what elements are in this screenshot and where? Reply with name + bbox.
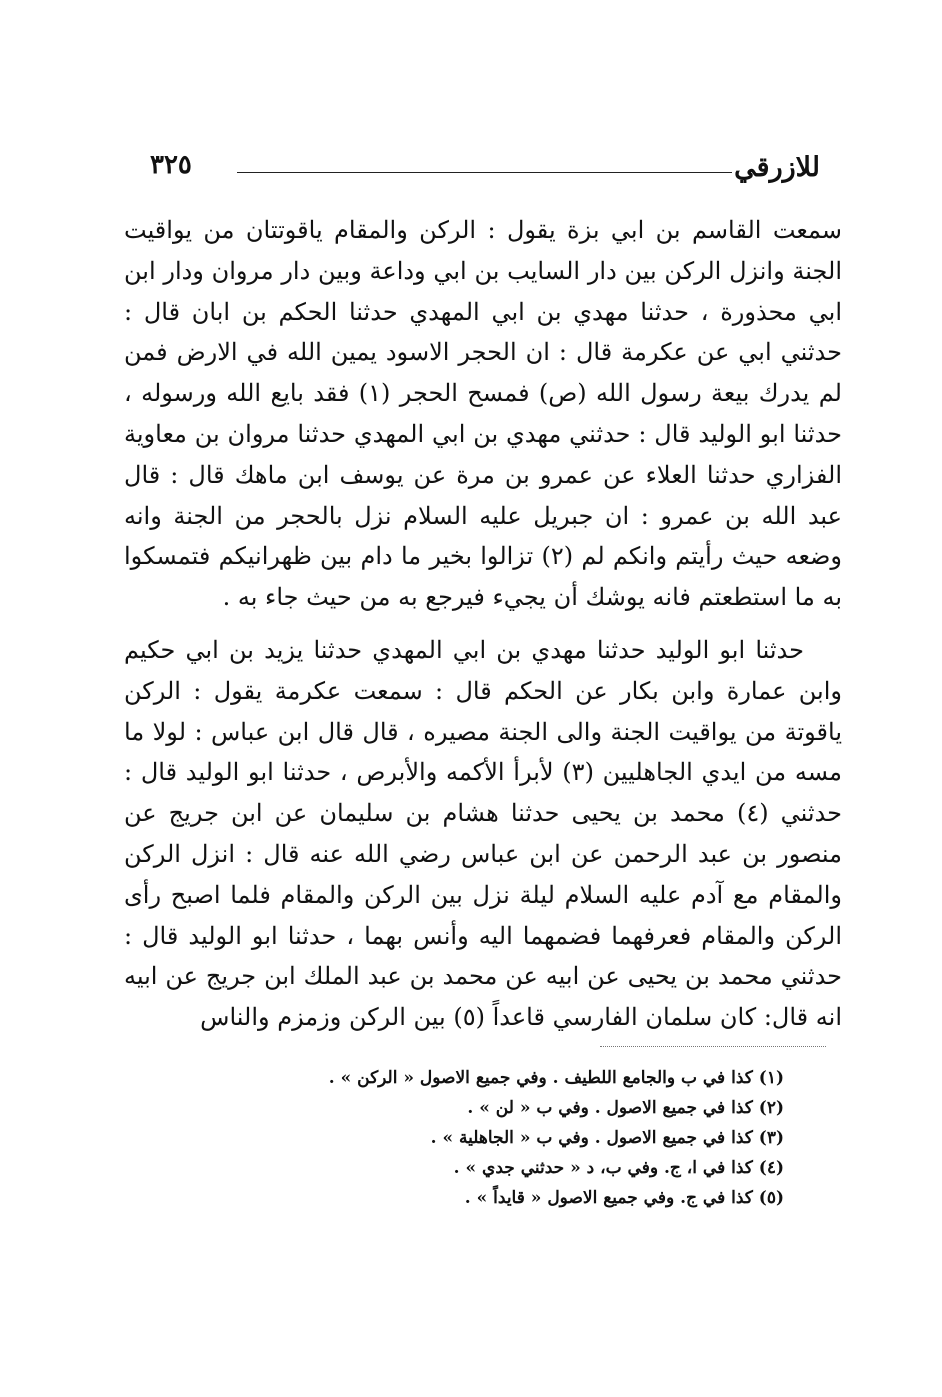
footnote-1: (١) كذا في ب والجامع اللطيف . وفي جميع الاصول « الركن » .: [328, 1068, 784, 1088]
footnote-separator: [600, 1046, 826, 1047]
page-header: [150, 150, 820, 190]
footnote-4: (٤) كذا في ا، ج. وفي ب، د « حدثني جدي » .: [453, 1158, 784, 1178]
paragraph-1: سمعت القاسم بن ابي بزة يقول : الركن والمقام ياقوتتان من يواقيت الجنة وانزل الركن بين دار السايب بن ابي وداعة وبين دار مروان ودار ابن ابي محذورة ، حدثنا مهدي بن ابي المهدي حدثنا الحكم بن ابان قال : حدثني ابي عن عكرمة قال : ان الحجر الاسود يمين الله في الارض فمن لم يدرك بيعة رسول الله (ص) فمسح الحجر (١) فقد بايع الله ورسوله ، حدثنا ابو الوليد قال : حدثني مهدي بن ابي المهدي حدثنا مروان بن معاوية الفزاري حدثنا العلاء عن عمرو بن مرة عن يوسف ابن ماهك قال : قال عبد الله بن عمرو : ان جبريل عليه السلام نزل بالحجر من الجنة وانه وضعه حيث رأيتم وانكم لم (٢) تزالوا بخير ما دام بين ظهرانيكم فتمسكوا به ما استطعتم فانه يوشك أن يجيء فيرجع به من حيث جاء به .: [124, 216, 843, 612]
header-rule: [237, 172, 732, 173]
footnote-3: (٣) كذا في جميع الاصول . وفي ب « الجاهلية » .: [430, 1128, 784, 1148]
page-number: ٣٢٥: [150, 150, 192, 180]
footnotes: [200, 1063, 784, 1213]
running-title: للازرقي: [734, 152, 820, 183]
footnote-5: (٥) كذا في ج. وفي جميع الاصول « قايداً » .: [464, 1188, 784, 1208]
paragraph-2: حدثنا ابو الوليد حدثنا مهدي بن ابي المهدي حدثنا يزيد بن ابي حكيم وابن عمارة وابن بكار عن الحكم قال : سمعت عكرمة يقول : الركن ياقوتة من يواقيت الجنة والى الجنة مصيره ، قال قال ابن عباس : لولا ما مسه من ايدي الجاهليين (٣) لأبرأ الأكمه والأبرص ، حدثنا ابو الوليد قال : حدثني (٤) محمد بن يحيى حدثنا هشام بن سليمان عن ابن جريج عن منصور بن عبد الرحمن عن ابن عباس رضي الله عنه قال : انزل الركن والمقام مع آدم عليه السلام ليلة نزل بين الركن والمقام فلما اصبح رأى الركن والمقام فعرفهما فضمهما اليه وأنس بهما ، حدثنا ابو الوليد قال : حدثني محمد بن يحيى عن ابيه عن محمد بن عبد الملك ابن جريج عن ابيه انه قال: كان سلمان الفارسي قاعداً (٥) بين الركن وزمزم والناس: [124, 635, 842, 1032]
footnote-2: (٢) كذا في جميع الاصول . وفي ب « لن » .: [467, 1098, 784, 1118]
body-text: [124, 210, 842, 1038]
